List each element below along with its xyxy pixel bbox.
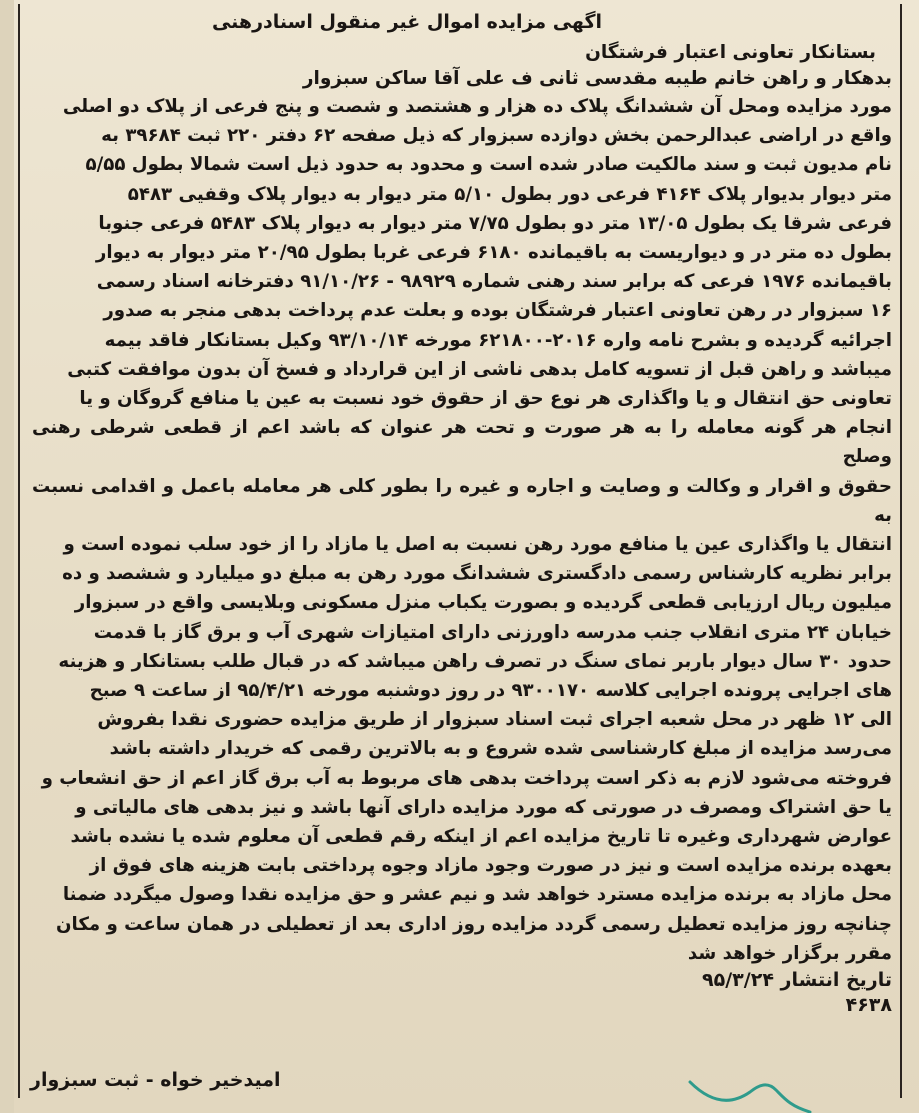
notice-content <box>32 10 892 1018</box>
notice-body-line: های اجرایی پرونده اجرایی کلاسه ۹۳۰۰۱۷۰ در روز دوشنبه مورخه ۹۵/۴/۲۱ از ساعت ۹ صبح <box>89 680 892 702</box>
notice-body-line: تعاونی حق انتقال و یا واگذاری هر نوع حق از حقوق خود نسبت به عین یا منافع گروگان و یا <box>79 388 892 410</box>
notice-body-line: فروخته می‌شود لازم به ذکر است پرداخت بدهی های مربوط به آب برق گاز اعم از حق انشعاب و <box>41 767 892 789</box>
notice-body-line: چنانچه روز مزایده تعطیل رسمی گردد مزایده روز اداری بعد از تعطیلی در همان ساعت و مکان <box>55 913 892 935</box>
pen-mark <box>660 1062 820 1113</box>
notice-body-line: میباشد و راهن قبل از تسویه کامل بدهی ناشی از این قرارداد و فسخ آن بدون موافقت کتبی <box>67 358 892 380</box>
notice-body-line: انتقال یا واگذاری عین یا منافع مورد رهن نسبت به اصل یا مازاد را از خود سلب نموده است و <box>63 534 892 556</box>
notice-body-line: خیابان ۲۴ متری انقلاب جنب مدرسه داورزنی دارای امتیازات شهری آب و برق گاز با قدمت <box>93 621 892 643</box>
notice-body <box>32 92 892 968</box>
notice-body-line: مقرر برگزار خواهد شد <box>687 942 892 964</box>
notice-body-line: میلیون ریال ارزیابی قطعی گردیده و بصورت یکباب منزل مسکونی وبلایسی واقع در سبزوار <box>74 592 892 614</box>
notice-body-line: یا حق اشتراک ومصرف در صورتی که مورد مزایده دارای آنها باشد و نیز بدهی های مالیاتی و <box>75 796 892 818</box>
signature-line: امیدخیر خواه - ثبت سبزوار <box>30 1069 281 1091</box>
creditor-line: بستانکار تعاونی اعتبار فرشتگان <box>585 42 876 63</box>
publish-date: تاریخ انتشار ۹۵/۳/۲۴ <box>702 969 892 992</box>
notice-body-line: باقیمانده ۱۹۷۶ فرعی که برابر سند رهنی شماره ۹۸۹۲۹ - ۹۱/۱۰/۲۶ دفترخانه اسناد رسمی <box>96 271 892 293</box>
notice-body-line: نام مدیون ثبت و سند مالکیت صادر شده است و محدود به حدود ذیل است شمالا بطول ۵/۵۵ <box>85 154 892 176</box>
notice-body-line: بعهده برنده مزایده است و نیز در صورت وجود مازاد وجوه پرداختی بابت هزینه های فوق از <box>89 855 892 877</box>
notice-body-line: ۱۶ سبزوار در رهن تعاونی اعتبار فرشتگان بوده و بعلت عدم پرداخت بدهی منجر به صدور <box>103 300 892 322</box>
notice-body-line: انجام هر گونه معامله را به هر صورت و تحت هر عنوان که باشد اعم از قطعی شرطی رهنی وصلح <box>32 417 892 468</box>
debtor-line: بدهکار و راهن خانم طیبه مقدسی ثانی ف علی آقا ساکن سبزوار <box>302 68 892 89</box>
notice-body-line: حقوق و اقرار و وکالت و وصایت و اجاره و غیره را بطور کلی هر معامله باعمل و اقدامی نسبت به <box>32 475 892 526</box>
notice-body-line: واقع در اراضی عبدالرحمن بخش دوازده سبزوار که ذیل صفحه ۶۲ دفتر ۲۲۰ ثبت ۳۹۶۸۴ به <box>101 125 892 147</box>
notice-body-line: برابر نظریه کارشناس رسمی دادگستری ششدانگ مورد رهن به مبلغ دو میلیارد و ششصد و ده <box>62 563 892 585</box>
notice-body-line: الی ۱۲ ظهر در محل شعبه اجرای ثبت اسناد سبزوار از طریق مزایده حضوری نقدا بفروش <box>97 709 892 731</box>
reference-number: ۴۶۳۸ <box>845 994 892 1017</box>
notice-body-line: اجرائیه گردیده و بشرح نامه واره ۲۰۱۶-۶۲۱۸۰۰ مورخه ۹۳/۱۰/۱۴ وکیل بستانکار فاقد بیمه <box>104 329 892 351</box>
notice-frame <box>18 4 902 1098</box>
notice-body-line: فرعی شرقا یک بطول ۱۳/۰۵ متر دو بطول ۷/۷۵ متر دیوار به دیوار پلاک ۵۴۸۳ فرعی جنوبا <box>98 212 892 234</box>
notice-body-line: بطول ده متر در و دیواریست به باقیمانده ۶۱۸۰ فرعی غربا بطول ۲۰/۹۵ متر دیوار به دیوار <box>95 242 892 264</box>
notice-title: اگهی مزایده اموال غیر منقول اسنادرهنی <box>211 11 603 33</box>
notice-body-line: حدود ۳۰ سال دیوار باربر نمای سنگ در تصرف راهن میباشد که در قبال طلب بستانکار و هزینه <box>58 650 892 672</box>
notice-body-line: می‌رسد مزایده از مبلغ کارشناسی شده شروع و به بالاترین رقمی که خریدار داشته باشد <box>109 738 892 760</box>
notice-body-line: محل مازاد به برنده مزایده مسترد خواهد شد و نیم عشر و حق مزایده نقدا وصول میگردد ضمنا <box>62 884 892 906</box>
notice-body-line: متر دیوار بدیوار پلاک ۴۱۶۴ فرعی دور بطول ۵/۱۰ متر دیوار به دیوار پلاک وقفیی ۵۴۸۳ <box>127 183 892 205</box>
notice-body-line: مورد مزایده ومحل آن ششدانگ پلاک ده هزار و هشتصد و شصت و پنج فرعی از پلاک دو اصلی <box>62 96 892 117</box>
notice-body-line: عوارض شهرداری وغیره تا تاریخ مزایده اعم از اینکه رقم قطعی آن معلوم شده یا نشده باشد <box>70 826 892 848</box>
page-edge-left <box>0 0 14 1113</box>
